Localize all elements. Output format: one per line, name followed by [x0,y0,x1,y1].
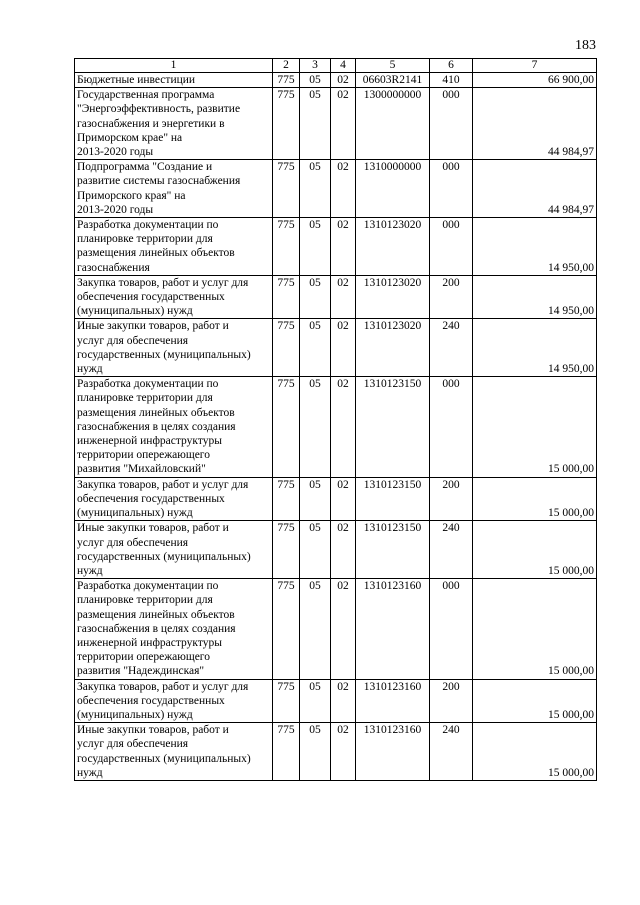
row-code-cell: 1310000000 [356,160,430,218]
row-code-cell: 775 [273,679,300,723]
row-code-cell: 02 [331,275,356,319]
row-code-cell: 240 [430,319,473,377]
row-code-cell: 000 [430,377,473,477]
row-code-cell: 05 [300,319,331,377]
row-name-cell: Подпрограмма "Создание и развитие системы газоснабжения Приморского края" на 2013-2020 годы [75,160,273,218]
row-name-cell: Разработка документации по планировке территории для размещения линейных объектов газоснабжения в целях создания инженерной инфраструктуры территории опережающего развития "Михайловский" [75,377,273,477]
row-code-cell: 775 [273,218,300,276]
row-name-cell: Разработка документации по планировке территории для размещения линейных объектов газоснабжения [75,218,273,276]
row-code-cell: 775 [273,88,300,160]
row-code-cell: 02 [331,477,356,521]
row-code-cell: 000 [430,218,473,276]
row-code-cell: 775 [273,73,300,88]
row-code-cell: 05 [300,723,331,781]
row-amount-cell: 66 900,00 [473,73,597,88]
row-code-cell: 02 [331,88,356,160]
row-code-cell: 1310123020 [356,275,430,319]
row-code-cell: 05 [300,377,331,477]
row-amount-cell: 14 950,00 [473,218,597,276]
row-amount-cell: 15 000,00 [473,579,597,679]
table-row [75,377,597,477]
row-code-cell: 02 [331,377,356,477]
row-code-cell: 200 [430,679,473,723]
row-code-cell: 200 [430,275,473,319]
row-code-cell: 410 [430,73,473,88]
row-code-cell: 05 [300,73,331,88]
row-code-cell: 1310123020 [356,319,430,377]
row-code-cell: 1310123150 [356,521,430,579]
row-amount-cell: 15 000,00 [473,521,597,579]
row-code-cell: 775 [273,160,300,218]
row-code-cell: 02 [331,579,356,679]
row-code-cell: 1310123160 [356,579,430,679]
budget-table [74,58,597,781]
row-code-cell: 05 [300,521,331,579]
row-code-cell: 02 [331,218,356,276]
table-row [75,218,597,276]
row-code-cell: 775 [273,477,300,521]
row-amount-cell: 44 984,97 [473,160,597,218]
row-code-cell: 06603R2141 [356,73,430,88]
table-row [75,88,597,160]
row-code-cell: 000 [430,579,473,679]
row-code-cell: 05 [300,160,331,218]
row-code-cell: 05 [300,477,331,521]
row-code-cell: 1310123160 [356,679,430,723]
page-number: 183 [575,38,596,53]
row-code-cell: 000 [430,88,473,160]
row-code-cell: 240 [430,521,473,579]
table-row [75,679,597,723]
row-code-cell: 02 [331,319,356,377]
row-amount-cell: 14 950,00 [473,319,597,377]
row-code-cell: 1300000000 [356,88,430,160]
table-row [75,319,597,377]
table-row [75,275,597,319]
row-code-cell: 1310123150 [356,477,430,521]
table-row [75,477,597,521]
row-code-cell: 02 [331,521,356,579]
table-row [75,723,597,781]
row-code-cell: 02 [331,679,356,723]
row-amount-cell: 14 950,00 [473,275,597,319]
row-code-cell: 775 [273,579,300,679]
row-code-cell: 775 [273,377,300,477]
header-cell: 7 [473,59,597,73]
row-code-cell: 775 [273,521,300,579]
header-cell: 3 [300,59,331,73]
row-code-cell: 02 [331,723,356,781]
row-name-cell: Иные закупки товаров, работ и услуг для обеспечения государственных (муниципальных) нужд [75,521,273,579]
row-code-cell: 775 [273,319,300,377]
table-header-row [75,59,597,73]
row-name-cell: Иные закупки товаров, работ и услуг для обеспечения государственных (муниципальных) нужд [75,319,273,377]
row-name-cell: Закупка товаров, работ и услуг для обеспечения государственных (муниципальных) нужд [75,275,273,319]
header-cell: 2 [273,59,300,73]
header-cell: 4 [331,59,356,73]
row-code-cell: 1310123160 [356,723,430,781]
table-row [75,73,597,88]
row-code-cell: 05 [300,88,331,160]
row-code-cell: 200 [430,477,473,521]
table-body [75,73,597,781]
row-amount-cell: 15 000,00 [473,377,597,477]
row-name-cell: Бюджетные инвестиции [75,73,273,88]
row-code-cell: 05 [300,579,331,679]
table-row [75,579,597,679]
row-code-cell: 775 [273,723,300,781]
row-amount-cell: 15 000,00 [473,723,597,781]
row-code-cell: 05 [300,679,331,723]
row-name-cell: Государственная программа "Энергоэффективность, развитие газоснабжения и энергетики в Приморском крае" на 2013-2020 годы [75,88,273,160]
table-row [75,160,597,218]
row-name-cell: Закупка товаров, работ и услуг для обеспечения государственных (муниципальных) нужд [75,679,273,723]
row-code-cell: 02 [331,160,356,218]
row-code-cell: 1310123020 [356,218,430,276]
row-name-cell: Иные закупки товаров, работ и услуг для обеспечения государственных (муниципальных) нужд [75,723,273,781]
row-amount-cell: 44 984,97 [473,88,597,160]
row-code-cell: 05 [300,218,331,276]
row-amount-cell: 15 000,00 [473,679,597,723]
header-cell: 1 [75,59,273,73]
header-cell: 5 [356,59,430,73]
row-name-cell: Закупка товаров, работ и услуг для обеспечения государственных (муниципальных) нужд [75,477,273,521]
row-name-cell: Разработка документации по планировке территории для размещения линейных объектов газоснабжения в целях создания инженерной инфраструктуры территории опережающего развития "Надеждинская" [75,579,273,679]
row-code-cell: 775 [273,275,300,319]
row-code-cell: 1310123150 [356,377,430,477]
table-row [75,521,597,579]
row-code-cell: 240 [430,723,473,781]
row-amount-cell: 15 000,00 [473,477,597,521]
row-code-cell: 000 [430,160,473,218]
row-code-cell: 05 [300,275,331,319]
row-code-cell: 02 [331,73,356,88]
header-cell: 6 [430,59,473,73]
